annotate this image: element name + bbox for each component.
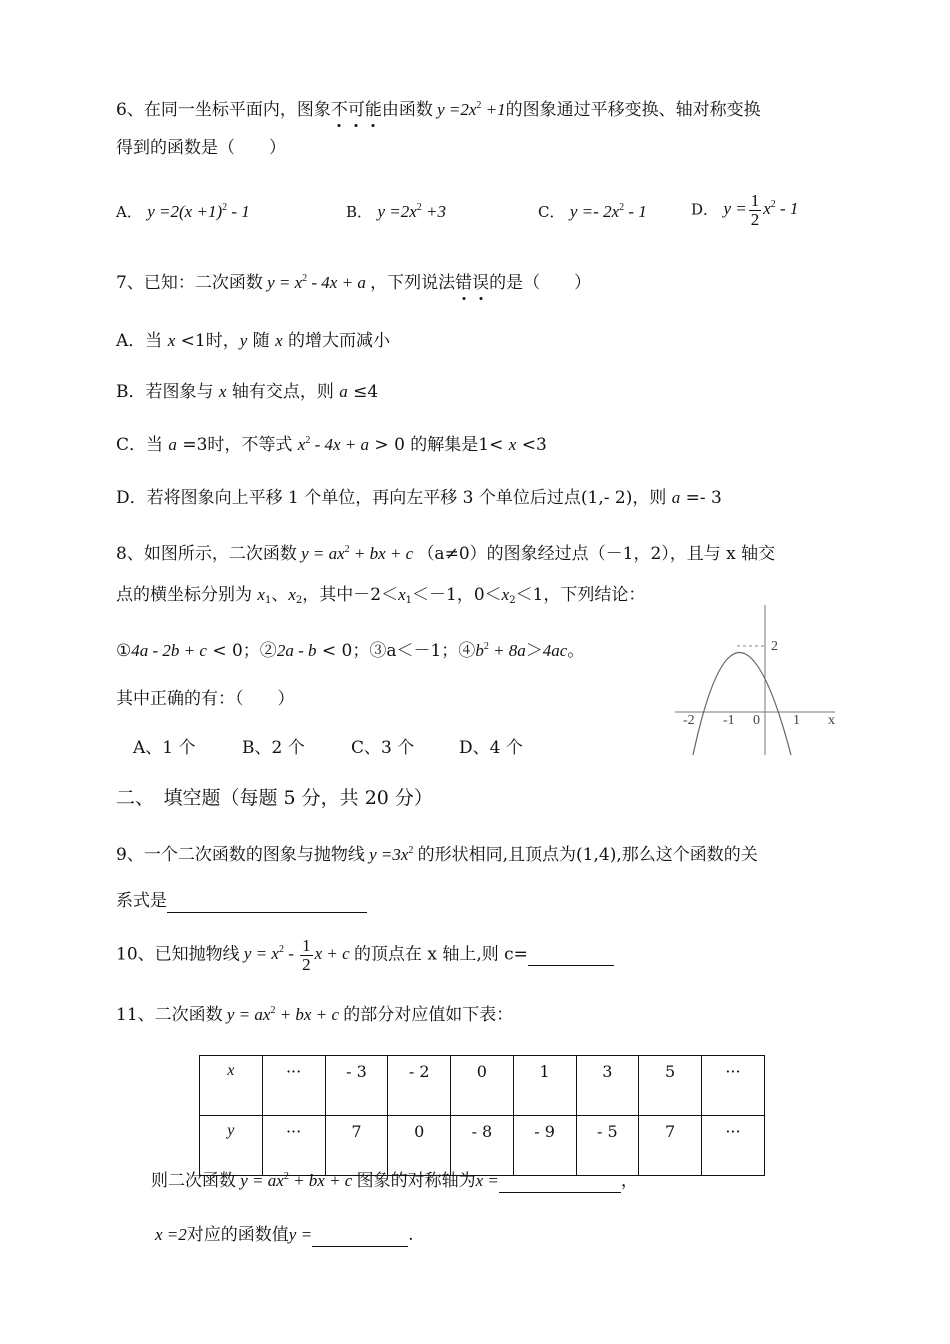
q6-emph-2: 可 bbox=[347, 100, 365, 120]
table-cell: 0 bbox=[451, 1056, 514, 1116]
q8-line1 bbox=[116, 545, 775, 563]
table-cell: - 5 bbox=[576, 1116, 639, 1176]
table-row-y bbox=[200, 1116, 765, 1176]
q11-value-blank[interactable] bbox=[312, 1229, 408, 1247]
q6-option-a-expr: $y =2(x +1)^2 - 1$ bbox=[147, 202, 250, 221]
graph-tick-1: 1 bbox=[793, 713, 800, 728]
q7-option-b[interactable]: B．若图象与 x 轴有交点，则 a ≤4 bbox=[116, 382, 379, 402]
q6-line2: 得到的函数是（ ） bbox=[116, 138, 286, 158]
q6-text-mid: 由函数 bbox=[381, 100, 433, 120]
q10-post: 的顶点在 x 轴上,则 c= bbox=[353, 944, 528, 965]
table-cell: - 8 bbox=[451, 1116, 514, 1176]
graph-parabola-curve bbox=[693, 653, 791, 756]
q11-line bbox=[116, 1006, 513, 1024]
table-cell: ··· bbox=[262, 1056, 325, 1116]
table-cell: 1 bbox=[513, 1056, 576, 1116]
q7-emph-2: 误 bbox=[472, 273, 490, 293]
q6-emph-1: 不 bbox=[330, 100, 348, 120]
q8-option-b[interactable]: B、2 个 bbox=[242, 738, 305, 758]
q7-stem-post: 的是（ ） bbox=[489, 273, 592, 293]
q10-line bbox=[116, 937, 614, 974]
q6-func: $y =2x^2 +1$ bbox=[432, 100, 506, 119]
table-cell: 5 bbox=[639, 1056, 702, 1116]
q11-post: 的部分对应值如下表： bbox=[343, 1005, 514, 1025]
q8-option-d[interactable]: D、4 个 bbox=[459, 738, 523, 758]
table-cell: ··· bbox=[262, 1116, 325, 1176]
q9-line1-pre: 9、一个二次函数的图象与抛物线 bbox=[116, 845, 365, 865]
q9-line1 bbox=[116, 846, 758, 864]
q8-line2: 点的横坐标分别为 $x_1$、$x_2$，其中$-2<x_1<-1$，$0<x_2<1$，下列结论： bbox=[116, 585, 646, 606]
q6-line1 bbox=[116, 101, 761, 119]
table-cell: 7 bbox=[639, 1116, 702, 1176]
q9-line1-post: 的形状相同,且顶点为(1,4),那么这个函数的关 bbox=[417, 845, 758, 865]
graph-x-label: x bbox=[828, 713, 835, 728]
q9-line2-text: 系式是 bbox=[116, 891, 167, 911]
q6-emph-3: 能 bbox=[364, 100, 382, 120]
q7-func: $y = x^2 - 4x + a$ bbox=[262, 273, 371, 292]
table-cell: ··· bbox=[701, 1116, 764, 1176]
graph-tick-neg1: -1 bbox=[723, 713, 735, 728]
q11-follow1-func: $y = ax^2$ + bx + c bbox=[236, 1171, 357, 1190]
q11-follow2 bbox=[155, 1226, 413, 1247]
q6-option-c-label: C． bbox=[538, 203, 565, 221]
q6-option-a-label: A． bbox=[116, 203, 142, 221]
table-cell: x bbox=[200, 1056, 263, 1116]
section2-title: 二、 填空题（每题 5 分，共 20 分） bbox=[116, 787, 433, 809]
q6-option-c[interactable] bbox=[538, 203, 647, 221]
q9-line2 bbox=[116, 893, 367, 913]
q6-option-b-expr: $y =2x^2 +3$ bbox=[377, 202, 446, 221]
q8-option-c[interactable]: C、3 个 bbox=[351, 738, 415, 758]
q11-axis-blank[interactable] bbox=[499, 1175, 621, 1193]
graph-y-tick-2: 2 bbox=[771, 639, 778, 654]
q10-pre: 10、已知抛物线 bbox=[116, 944, 240, 965]
q11-follow1-pre: 则二次函数 bbox=[151, 1171, 236, 1191]
q10-func: $y = x^2$ - $\frac{1}{2}$ x + c bbox=[239, 936, 354, 974]
graph-tick-0: 0 bbox=[753, 713, 760, 728]
graph-tick-neg2: -2 bbox=[683, 713, 695, 728]
table-cell: y bbox=[200, 1116, 263, 1176]
q6-option-d-expr: y = $\frac{1}{2}$ $x^2 - 1$ bbox=[723, 191, 799, 229]
q7-option-c[interactable]: C．当 a =3时，不等式 $x^2 - 4x + a > 0$ 的解集是1< x <3 bbox=[116, 435, 547, 455]
q11-value-table bbox=[199, 1055, 765, 1176]
q7-stem-mid: ，下列说法 bbox=[370, 273, 456, 293]
q11-follow1-var: x = bbox=[475, 1171, 499, 1190]
q6-option-c-expr: $y =- 2x^2 - 1$ bbox=[569, 202, 647, 221]
q6-option-d[interactable] bbox=[691, 192, 798, 229]
q8-option-a[interactable]: A、1 个 bbox=[133, 738, 196, 758]
table-cell: 3 bbox=[576, 1056, 639, 1116]
q8-line1-post: （a≠0）的图象经过点（－1，2），且与 x 轴交 bbox=[417, 544, 776, 564]
q11-follow1-end: ， bbox=[620, 1171, 638, 1191]
table-cell: 0 bbox=[388, 1116, 451, 1176]
q11-follow2-pre: x =2 bbox=[155, 1225, 187, 1244]
q6-option-b[interactable] bbox=[346, 203, 446, 221]
table-cell: ··· bbox=[701, 1056, 764, 1116]
q8-ask: 其中正确的有：（ ） bbox=[116, 689, 295, 709]
q6-text-post: 的图象通过平移变换、轴对称变换 bbox=[505, 100, 761, 120]
q7-stem bbox=[116, 274, 591, 292]
q11-func: $y = ax^2$ + bx + c bbox=[222, 1005, 344, 1024]
q8-line1-pre: 8、如图所示，二次函数 bbox=[116, 544, 297, 564]
q11-follow1 bbox=[151, 1172, 638, 1193]
q10-answer-blank[interactable] bbox=[528, 948, 614, 966]
q6-option-b-label: B． bbox=[346, 203, 373, 221]
q8-func: $y = ax^2$ + bx + c bbox=[296, 544, 418, 563]
table-cell: 7 bbox=[325, 1116, 388, 1176]
q11-pre: 11、二次函数 bbox=[116, 1005, 223, 1025]
q11-follow2-mid: 对应的函数值 bbox=[186, 1225, 289, 1245]
q7-emph-1: 错 bbox=[455, 273, 473, 293]
table-cell: - 3 bbox=[325, 1056, 388, 1116]
q9-answer-blank[interactable] bbox=[167, 895, 367, 913]
q7-stem-pre: 7、已知：二次函数 bbox=[116, 273, 263, 293]
q7-option-d[interactable]: D．若将图象向上平移 1 个单位，再向左平移 3 个单位后过点(1,- 2)，则 a =- 3 bbox=[116, 488, 722, 508]
q6-option-d-label: D． bbox=[691, 200, 719, 219]
q11-follow1-mid: 图象的对称轴为 bbox=[356, 1171, 476, 1191]
table-row-x bbox=[200, 1056, 765, 1116]
q6-option-a[interactable] bbox=[116, 203, 250, 221]
table-cell: - 9 bbox=[513, 1116, 576, 1176]
q11-follow2-var: y = bbox=[288, 1225, 313, 1244]
q8-conclusions: ①4a - 2b + c < 0；②2a - b < 0；③a＜－1；$④b^2 + 8a>4ac$。 bbox=[116, 641, 585, 661]
table-cell: - 2 bbox=[388, 1056, 451, 1116]
q7-option-a[interactable]: A．当 x <1时，y 随 x 的增大而减小 bbox=[116, 331, 391, 351]
q9-func: $y =3x^2$ bbox=[364, 845, 414, 864]
q6-text-pre: 6、在同一坐标平面内，图象 bbox=[116, 100, 331, 120]
parabola-graph bbox=[665, 600, 845, 760]
q11-follow2-end: . bbox=[408, 1225, 414, 1245]
